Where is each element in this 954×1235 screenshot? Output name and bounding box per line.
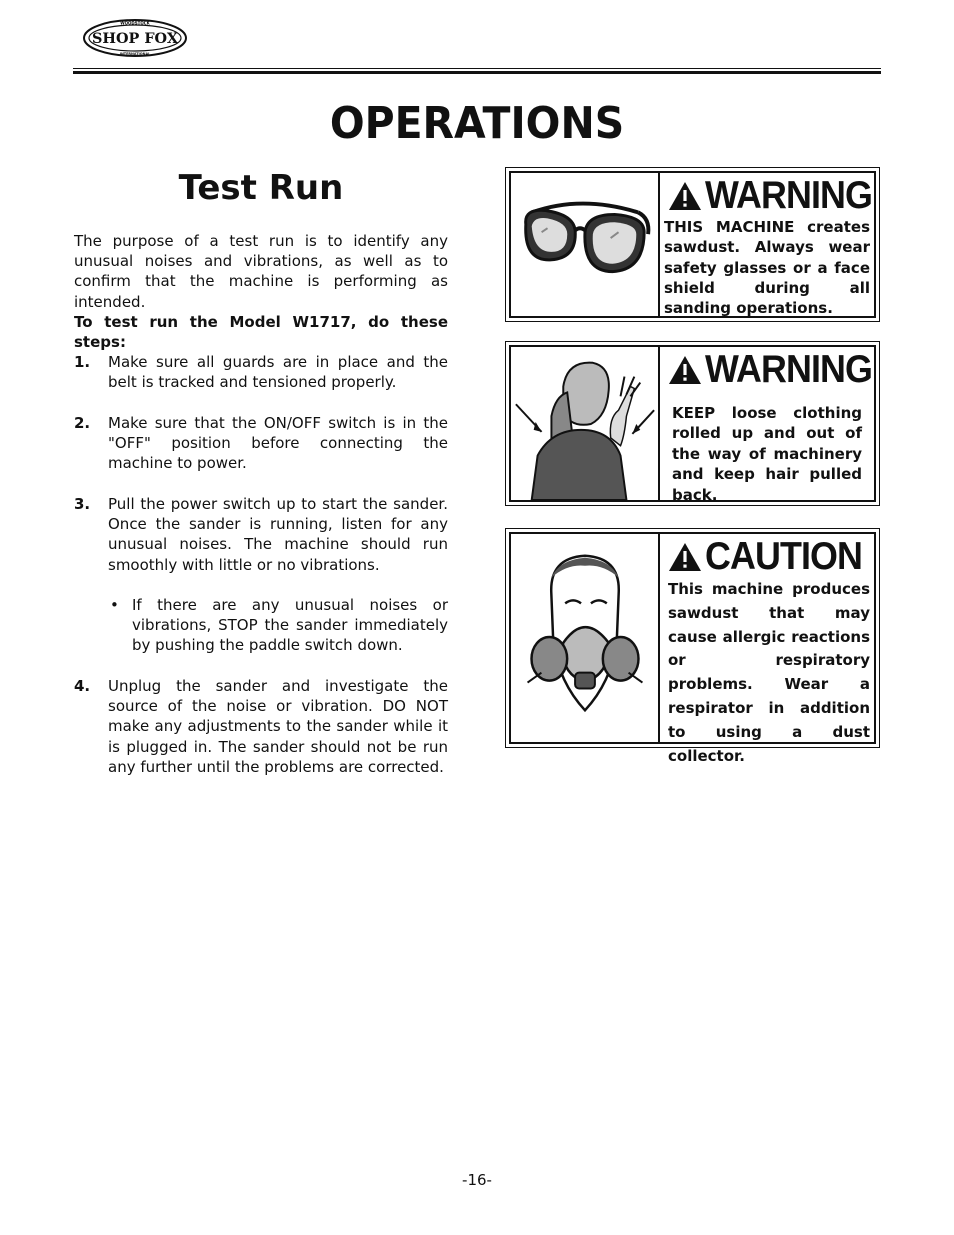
- step-3: [74, 494, 448, 575]
- warning-box-safety-glasses: [505, 167, 880, 322]
- warning-banner: [667, 175, 887, 217]
- step-text: Pull the power switch up to start the sander. Once the sander is running, listen for any unusual noises. The machine should run smoothly with little or no vibrations.: [108, 495, 448, 574]
- caution-text: This machine produces sawdust that may cause allergic reactions or respiratory problems. Wear a respirator in addition to using a dust collector.: [668, 580, 870, 765]
- respirator-illustration: [511, 534, 660, 742]
- step-text: Make sure that the ON/OFF switch is in the "OFF" position before connecting the machine to power.: [108, 414, 448, 473]
- warning-banner: [667, 349, 887, 391]
- bullet-symbol: •: [110, 596, 119, 614]
- svg-text:INTERNATIONAL: INTERNATIONAL: [119, 52, 151, 56]
- caution-banner: [667, 536, 876, 578]
- caution-label: CAUTION: [705, 535, 863, 578]
- header-rule-thin: [73, 68, 881, 69]
- step-number: 2.: [74, 414, 91, 432]
- warning-box-loose-clothing: [505, 341, 880, 506]
- person-hair-back-illustration: [511, 347, 660, 500]
- alert-triangle-icon: [667, 541, 703, 573]
- step-number: 3.: [74, 495, 91, 513]
- warning-label: WARNING: [705, 174, 872, 217]
- shop-fox-logo: [82, 18, 188, 58]
- bullet-item: [108, 595, 448, 656]
- section-title: Test Run: [178, 168, 344, 208]
- lead-sentence: To test run the Model W1717, do these steps:: [74, 313, 448, 352]
- svg-text:WOODSTOCK: WOODSTOCK: [120, 20, 150, 26]
- warning-label: WARNING: [705, 348, 872, 391]
- page-number: -16-: [462, 1171, 492, 1189]
- svg-text:SHOP FOX: SHOP FOX: [92, 31, 179, 47]
- page-title: OPERATIONS: [329, 98, 625, 149]
- bullet-text: If there are any unusual noises or vibrations, STOP the sander immediately by pushing the paddle switch down.: [132, 596, 448, 655]
- step-text: Make sure all guards are in place and the belt is tracked and tensioned properly.: [108, 353, 448, 392]
- caution-box-respirator: [505, 528, 880, 765]
- intro-paragraph: The purpose of a test run is to identify any unusual noises and vibrations, as well as to confirm that the machine is performing as intended.: [74, 232, 448, 311]
- warning-text: THIS MACHINE creates sawdust. Always wear safety glasses or a face shield during all sanding operations.: [664, 218, 870, 318]
- safety-glasses-illustration: [511, 173, 660, 316]
- alert-triangle-icon: [667, 180, 703, 212]
- step-text: Unplug the sander and investigate the source of the noise or vibration. DO NOT make any adjustments to the sander while it is plugged in. The sander should not be run any further until the problems are corrected.: [108, 677, 448, 776]
- step-number: 1.: [74, 353, 91, 371]
- warning-text: KEEP loose clothing rolled up and out of the way of machinery and keep hair pulled back.: [672, 404, 862, 504]
- step-number: 4.: [74, 677, 91, 695]
- step-4: [74, 676, 448, 777]
- step-2: [74, 413, 448, 474]
- alert-triangle-icon: [667, 354, 703, 386]
- step-1: [74, 352, 448, 392]
- header-rule-thick: [73, 71, 881, 74]
